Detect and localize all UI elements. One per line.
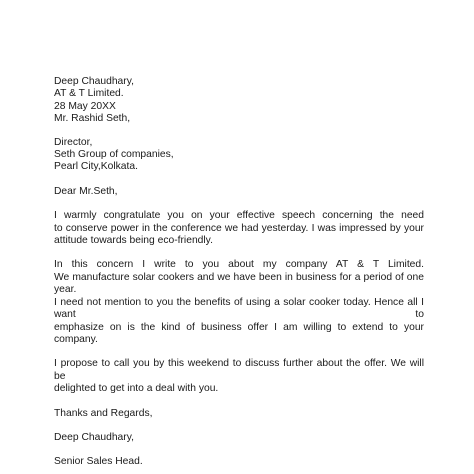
salutation — [54, 186, 424, 198]
letter-date: 28 May 20XX — [54, 100, 116, 112]
paragraph-line: In this concern I write to you about my company AT & T Limited. — [54, 259, 424, 271]
salutation-text: Dear Mr.Seth, — [54, 185, 118, 197]
recipient-title: Director, — [54, 136, 93, 148]
sender-company: AT & T Limited. — [54, 88, 124, 100]
recipient-company: Seth Group of companies, — [54, 149, 174, 161]
paragraph-line: I propose to call you by this weekend to discuss further about the offer. We will be — [54, 358, 424, 382]
paragraph-line: We manufacture solar cookers and we have been in business for a period of one year. — [54, 271, 424, 296]
paragraph-line: I need not mention to you the benefits of using a solar cooker today. Hence all I want to — [54, 296, 424, 321]
sender-block — [54, 76, 424, 126]
paragraph-line: delighted to get into a deal with you. — [54, 383, 219, 395]
paragraph-line: I warmly congratulate you on your effective speech concerning the need — [54, 210, 424, 222]
paragraph-offer — [54, 259, 424, 346]
signature-name-block — [54, 432, 424, 444]
signature-name: Deep Chaudhary, — [54, 431, 134, 443]
addressee-name: Mr. Rashid Seth, — [54, 113, 131, 125]
signature-title-block — [54, 456, 424, 468]
paragraph-line: to conserve power in the conference we had yesterday. I was impressed by your — [54, 222, 424, 234]
letter-body — [54, 76, 424, 469]
signature-title: Senior Sales Head. — [54, 456, 143, 468]
recipient-block — [54, 137, 424, 174]
paragraph-line: emphasize on is the kind of business offer I am willing to extend to your company. — [54, 321, 424, 345]
closing — [54, 408, 424, 420]
sender-name: Deep Chaudhary, — [54, 76, 134, 87]
paragraph-proposal — [54, 358, 424, 395]
paragraph-line: attitude towards being eco-friendly. — [54, 235, 213, 247]
paragraph-congratulation — [54, 210, 424, 247]
closing-text: Thanks and Regards, — [54, 407, 153, 419]
recipient-address: Pearl City,Kolkata. — [54, 161, 138, 173]
